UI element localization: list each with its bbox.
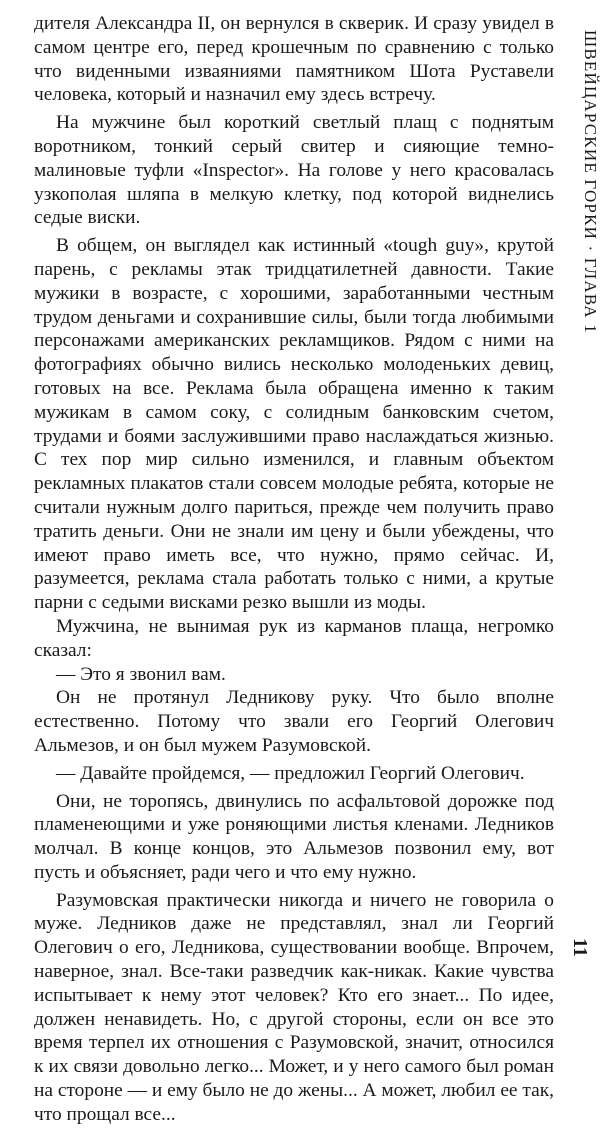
paragraph-8: Они, не торопясь, двинулись по асфальтовой дорожке под пламенеющими и уже роняющими листья кленами. Ледников молчал. В конце концов, это Альмезов позвонил ему, вот пусть и объясняет, ради чего и что ему нужно. xyxy=(34,790,554,883)
paragraph-2: На мужчине был короткий светлый плащ с поднятым воротником, тонкий серый свитер и сияющие темно-малиновые туфли «Inspector». На голове у него красовалась узкополая шляпа в мелкую клетку, под которой виднелись седые виски. xyxy=(34,112,554,229)
running-head: ШВЕЙЦАРСКИЕ ГОРКИ · ГЛАВА 1 xyxy=(581,30,600,334)
paragraph-6: Он не протянул Ледникову руку. Что было вполне естественно. Потому что звали его Георгий Олегович Альмезов, и он был мужем Разумовской. xyxy=(34,687,554,756)
paragraph-3: В общем, он выглядел как истинный «tough guy», крутой парень, с рекламы этак тридцатилетней давности. Такие мужики в возрасте, с хорошими, заработанными честным трудом деньгами и сохранившие силы, были тогда любимыми персонажами американских рекламщиков. Рядом с ними на фотографиях обычно вились несколько молоденьких девиц, готовых на все. Реклама была обращена именно к таким мужикам в самом соку, с солидным банковским счетом, трудами и боями заслужившими право наслаждаться жизнью. С тех пор мир сильно изменился, и главным объектом рекламных плакатов стали совсем молодые ребята, которые не считали нужным долго париться, прежде чем получить право тратить деньги. Они не знали им цену и были убеждены, что имеют право иметь все, что нужно, прямо сейчас. И, разумеется, реклама стала работать только с ними, а крутые парни с седыми висками резко вышли из моды. xyxy=(34,235,554,614)
page-number: 11 xyxy=(569,938,591,957)
paragraph-7: — Давайте пройдемся, — предложил Георгий Олегович. xyxy=(56,762,525,784)
paragraph-9: Разумовская практически никогда и ничего не говорила о муже. Ледников даже не представлял, знал ли Георгий Олегович о его, Ледникова, существовании вообще. Впрочем, наверное, знал. Все-таки разведчик как-никак. Какие чувства испытывает к нему этот человек? Кто его знает... По идее, должен ненавидеть. Но, с другой стороны, если он все это время терпел их отношения с Разумовской, значит, относился к их связи довольно легко... Может, и у него самого был роман на стороне — и ему было не до жены... А может, любил ее так, что прощал все... xyxy=(34,889,554,1125)
paragraph-4: Мужчина, не вынимая рук из карманов плаща, негромко сказал: xyxy=(34,615,554,661)
paragraph-1: дителя Александра II, он вернулся в скверик. И сразу увидел в самом центре его, перед крошечным по сравнению с только что виденными изваяниями памятником Шота Руставели человека, который и назначил ему здесь встречу. xyxy=(34,13,554,106)
body-text xyxy=(34,12,554,1131)
paragraph-5: — Это я звонил вам. xyxy=(56,663,226,685)
